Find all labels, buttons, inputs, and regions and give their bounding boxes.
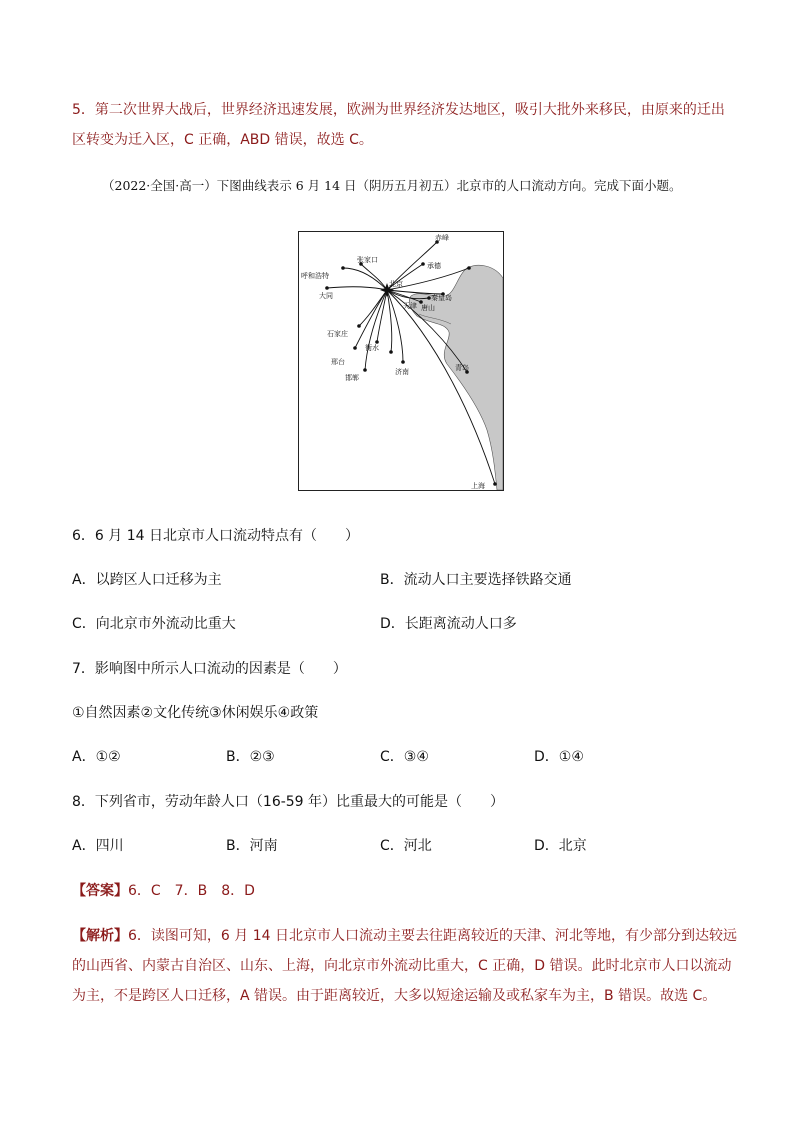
question-6-stem: 6．6 月 14 日北京市人口流动特点有（ ） — [72, 528, 359, 544]
label-qinhuangdao: 秦皇岛 — [431, 294, 452, 302]
label-xingtai: 邢台 — [331, 358, 345, 366]
label-chengde: 承德 — [427, 262, 441, 270]
question-8-stem: 8．下列省市，劳动年龄人口（16-59 年）比重最大的可能是（ ） — [72, 794, 505, 810]
label-handan: 邯郸 — [345, 374, 359, 382]
flow-line-shandong — [387, 290, 392, 352]
question-7-option-c[interactable]: C．③④ — [380, 749, 429, 765]
question-8-option-b[interactable]: B．河南 — [226, 838, 278, 854]
q5-explanation-line2: 区转变为迁入区，C 正确，ABD 错误，故选 C。 — [72, 132, 373, 148]
label-tianjin: 天津 — [403, 302, 417, 310]
label-huhehaote: 呼和浩特 — [301, 272, 329, 280]
label-chifeng: 赤峰 — [435, 234, 449, 242]
map-svg — [299, 232, 504, 491]
analysis-label: 【解析】 — [72, 928, 128, 944]
analysis-line2: 的山西省、内蒙古自治区、山东、上海，向北京市外流动比重大，C 正确，D 错误。此时北京市人口以流动 — [72, 958, 732, 974]
q5-explanation-line1: 5．第二次世界大战后，世界经济迅速发展，欧洲为世界经济发达地区，吸引大批外来移民，由原来的迁出 — [72, 102, 725, 118]
question-8-option-a[interactable]: A．四川 — [72, 838, 124, 854]
label-zhangjiakou: 张家口 — [357, 256, 378, 264]
label-tangshan: 唐山 — [421, 304, 435, 312]
flow-line-xingtai — [355, 290, 387, 348]
question-7-option-b[interactable]: B．②③ — [226, 749, 275, 765]
flow-line-datong — [327, 287, 387, 290]
question-6-option-d[interactable]: D．长距离流动人口多 — [380, 616, 517, 632]
question-7-factors: ①自然因素②文化传统③休闲娱乐④政策 — [72, 705, 319, 721]
question-7-stem: 7．影响图中所示人口流动的因素是（ ） — [72, 661, 347, 677]
label-shijiazhuang: 石家庄 — [327, 330, 348, 338]
answer-label: 【答案】 — [72, 883, 128, 899]
analysis-text-1: 6．读图可知，6 月 14 日北京市人口流动主要去往距离较近的天津、河北等地，有少部分到达较远 — [128, 928, 737, 944]
question-6-option-b[interactable]: B．流动人口主要选择铁路交通 — [380, 572, 572, 588]
question-intro: （2022·全国·高一）下图曲线表示 6 月 14 日（阴历五月初五）北京市的人口流动方向。完成下面小题。 — [102, 178, 682, 193]
flow-line-handan — [365, 290, 387, 370]
population-flow-map — [298, 231, 504, 491]
label-shanghai: 上海 — [471, 482, 485, 490]
question-7-option-a[interactable]: A．①② — [72, 749, 121, 765]
analysis-line3: 为主，不是跨区人口迁移，A 错误。由于距离较近，大多以短途运输及或私家车为主，B 错误。故选 C。 — [72, 988, 717, 1004]
question-6-option-a[interactable]: A．以跨区人口迁移为主 — [72, 572, 222, 588]
label-beijing: 北京 — [389, 280, 403, 288]
label-hengshui: 衡水 — [365, 344, 379, 352]
question-8-option-d[interactable]: D．北京 — [534, 838, 587, 854]
question-7-option-d[interactable]: D．①④ — [534, 749, 584, 765]
label-jinan: 济南 — [395, 368, 409, 376]
question-8-option-c[interactable]: C．河北 — [380, 838, 432, 854]
analysis-line1 — [72, 926, 737, 946]
flow-line-shijiazhuang — [359, 290, 387, 326]
answer-text: 6．C 7．B 8．D — [128, 883, 255, 899]
label-datong: 大同 — [319, 292, 333, 300]
answer-line — [72, 881, 255, 901]
label-qingdao: 青岛 — [455, 364, 469, 372]
question-6-option-c[interactable]: C．向北京市外流动比重大 — [72, 616, 236, 632]
